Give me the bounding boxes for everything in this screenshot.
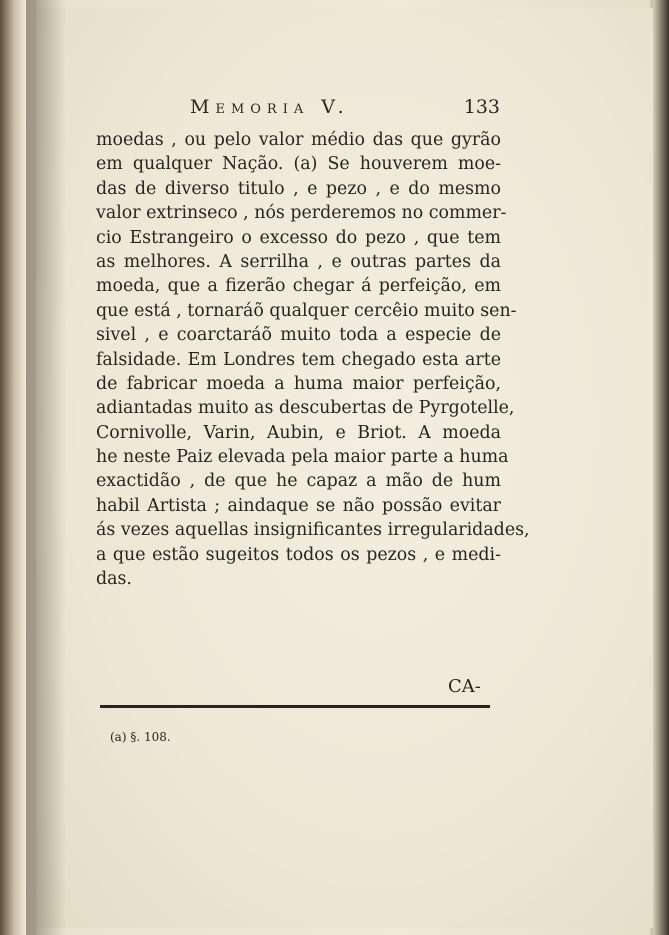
gutter-shadow (26, 0, 66, 935)
chapter-title: Memoria V. (190, 96, 350, 118)
footnote: (a) §. 108. (110, 730, 171, 744)
text-line: exactidão , de que he capaz a mão de hum (96, 471, 501, 492)
text-line: das de diverso titulo , e pezo , e do mesmo (96, 178, 501, 199)
text-line: de fabricar moeda a huma maior perfeição, (96, 373, 501, 394)
text-line: moedas , ou pelo valor médio das que gyrão (96, 130, 501, 150)
text-line: Cornivolle, Varin, Aubin, e Briot. A moeda (96, 422, 501, 443)
right-page-edge (653, 0, 669, 935)
page-number: 133 (463, 96, 500, 118)
text-line: sivel , e coarctaráõ muito toda a especie de (96, 325, 501, 346)
text-line: que está , tornaráõ qualquer cercêio muito sen- (96, 300, 517, 321)
body-paragraph (96, 128, 530, 591)
text-line: moeda, que a fizerão chegar á perfeição, em (96, 276, 501, 297)
text-line: a que estão sugeitos todos os pezos , e medi- (96, 544, 501, 565)
text-line: ás vezes aquellas insignificantes irregularidades, (96, 520, 530, 541)
running-header (190, 96, 520, 124)
text-line: das. (96, 569, 132, 590)
text-line: as melhores. A serrilha , e outras partes da (96, 251, 501, 272)
text-line: he neste Paiz elevada pela maior parte a huma (96, 447, 509, 468)
catchword: CA- (448, 676, 481, 697)
footnote-rule (100, 705, 490, 708)
text-line: falsidade. Em Londres tem chegado esta arte (96, 349, 501, 370)
text-line: habil Artista ; aindaque se não possão evitar (96, 495, 501, 516)
text-line: valor extrinseco , nós perderemos no commer- (96, 203, 507, 224)
text-line: adiantadas muito as descubertas de Pyrgotelle, (96, 398, 515, 419)
text-line: em qualquer Nação. (a) Se houverem moe- (96, 154, 501, 175)
text-line: cio Estrangeiro o excesso do pezo , que tem (96, 227, 501, 248)
